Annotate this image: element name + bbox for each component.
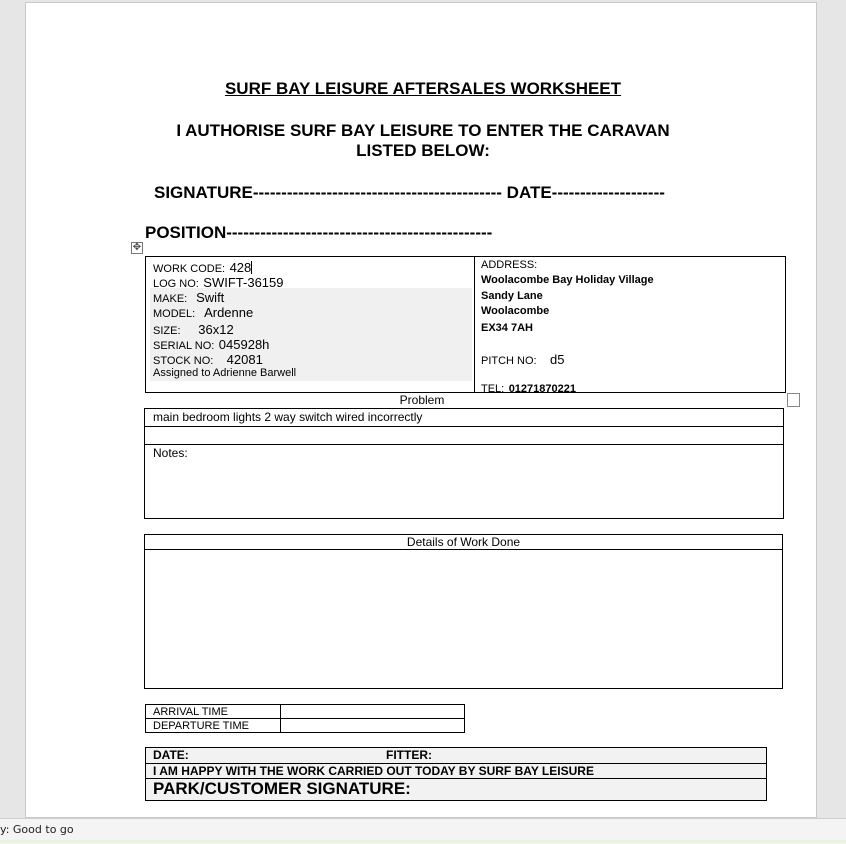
serial-row: SERIAL NO: 045928h <box>153 337 270 352</box>
departure-time-label: DEPARTURE TIME <box>153 720 249 732</box>
authorisation-line-2: LISTED BELOW: <box>356 141 490 160</box>
caravan-details-cell[interactable] <box>146 257 475 392</box>
notes-field[interactable] <box>145 461 783 517</box>
customer-signature-label: PARK/CUSTOMER SIGNATURE: <box>153 779 411 798</box>
log-no-value: SWIFT-36159 <box>203 275 284 290</box>
work-code-row: WORK CODE: 428 <box>153 260 252 275</box>
stock-value: 42081 <box>226 352 263 367</box>
work-code-value: 428 <box>229 260 252 275</box>
table-end-marker <box>787 393 800 407</box>
authorisation-statement <box>0 121 846 161</box>
problem-row-divider <box>145 426 783 427</box>
problem-description[interactable]: main bedroom lights 2 way switch wired incorrectly <box>153 410 423 424</box>
position-line: POSITION----------------------------------------------- <box>145 223 493 242</box>
problem-heading: Problem <box>399 393 445 407</box>
address-postcode: EX34 7AH <box>481 322 533 334</box>
model-value: Ardenne <box>204 305 254 320</box>
notes-divider <box>145 444 783 445</box>
table-move-handle-icon[interactable]: ✥ <box>132 242 142 253</box>
details-divider <box>145 549 782 550</box>
address-line-3: Woolacombe <box>481 305 550 317</box>
arrival-time-field[interactable] <box>281 705 464 718</box>
stock-row: STOCK NO: 42081 <box>153 352 263 367</box>
details-heading: Details of Work Done <box>406 535 521 549</box>
log-no-row: LOG NO: SWIFT-36159 <box>153 275 284 290</box>
caravan-info-table <box>145 256 786 393</box>
arrival-time-label: ARRIVAL TIME <box>153 706 228 718</box>
tel-row: TEL: 01271870221 <box>481 383 576 395</box>
authorisation-line-1: I AUTHORISE SURF BAY LEISURE TO ENTER THE CARAVAN <box>176 121 670 140</box>
problem-table <box>144 408 784 519</box>
pitch-row: PITCH NO: d5 <box>481 352 565 367</box>
pitch-value: d5 <box>549 352 565 367</box>
notes-label: Notes: <box>153 446 188 460</box>
address-label: ADDRESS: <box>481 259 538 271</box>
details-table <box>144 534 783 689</box>
tel-value: 01271870221 <box>508 383 576 395</box>
document-title: SURF BAY LEISURE AFTERSALES WORKSHEET <box>224 79 622 98</box>
make-value: Swift <box>196 290 225 305</box>
text-cursor <box>251 261 252 274</box>
date-label: DATE: <box>153 748 189 762</box>
fitter-label: FITTER: <box>386 748 432 762</box>
time-table <box>145 704 465 733</box>
departure-time-field[interactable] <box>281 719 464 732</box>
serial-value: 045928h <box>218 337 270 352</box>
address-line-1: Woolacombe Bay Holiday Village <box>481 274 654 286</box>
assigned-to: Assigned to Adrienne Barwell <box>153 367 297 379</box>
signature-date-line: SIGNATURE-------------------------------------------- DATE-------------------- <box>154 183 665 202</box>
status-text: y: Good to go <box>0 823 74 836</box>
make-row: MAKE: Swift <box>153 290 225 305</box>
address-line-2: Sandy Lane <box>481 290 543 302</box>
model-row: MODEL: Ardenne <box>153 305 254 320</box>
size-value: 36x12 <box>198 322 234 337</box>
address-cell[interactable] <box>481 257 785 395</box>
customer-happy-statement: I AM HAPPY WITH THE WORK CARRIED OUT TODAY BY SURF BAY LEISURE <box>153 764 594 778</box>
details-field[interactable] <box>145 551 782 688</box>
size-row: SIZE: 36x12 <box>153 322 234 337</box>
signoff-table <box>145 747 767 801</box>
